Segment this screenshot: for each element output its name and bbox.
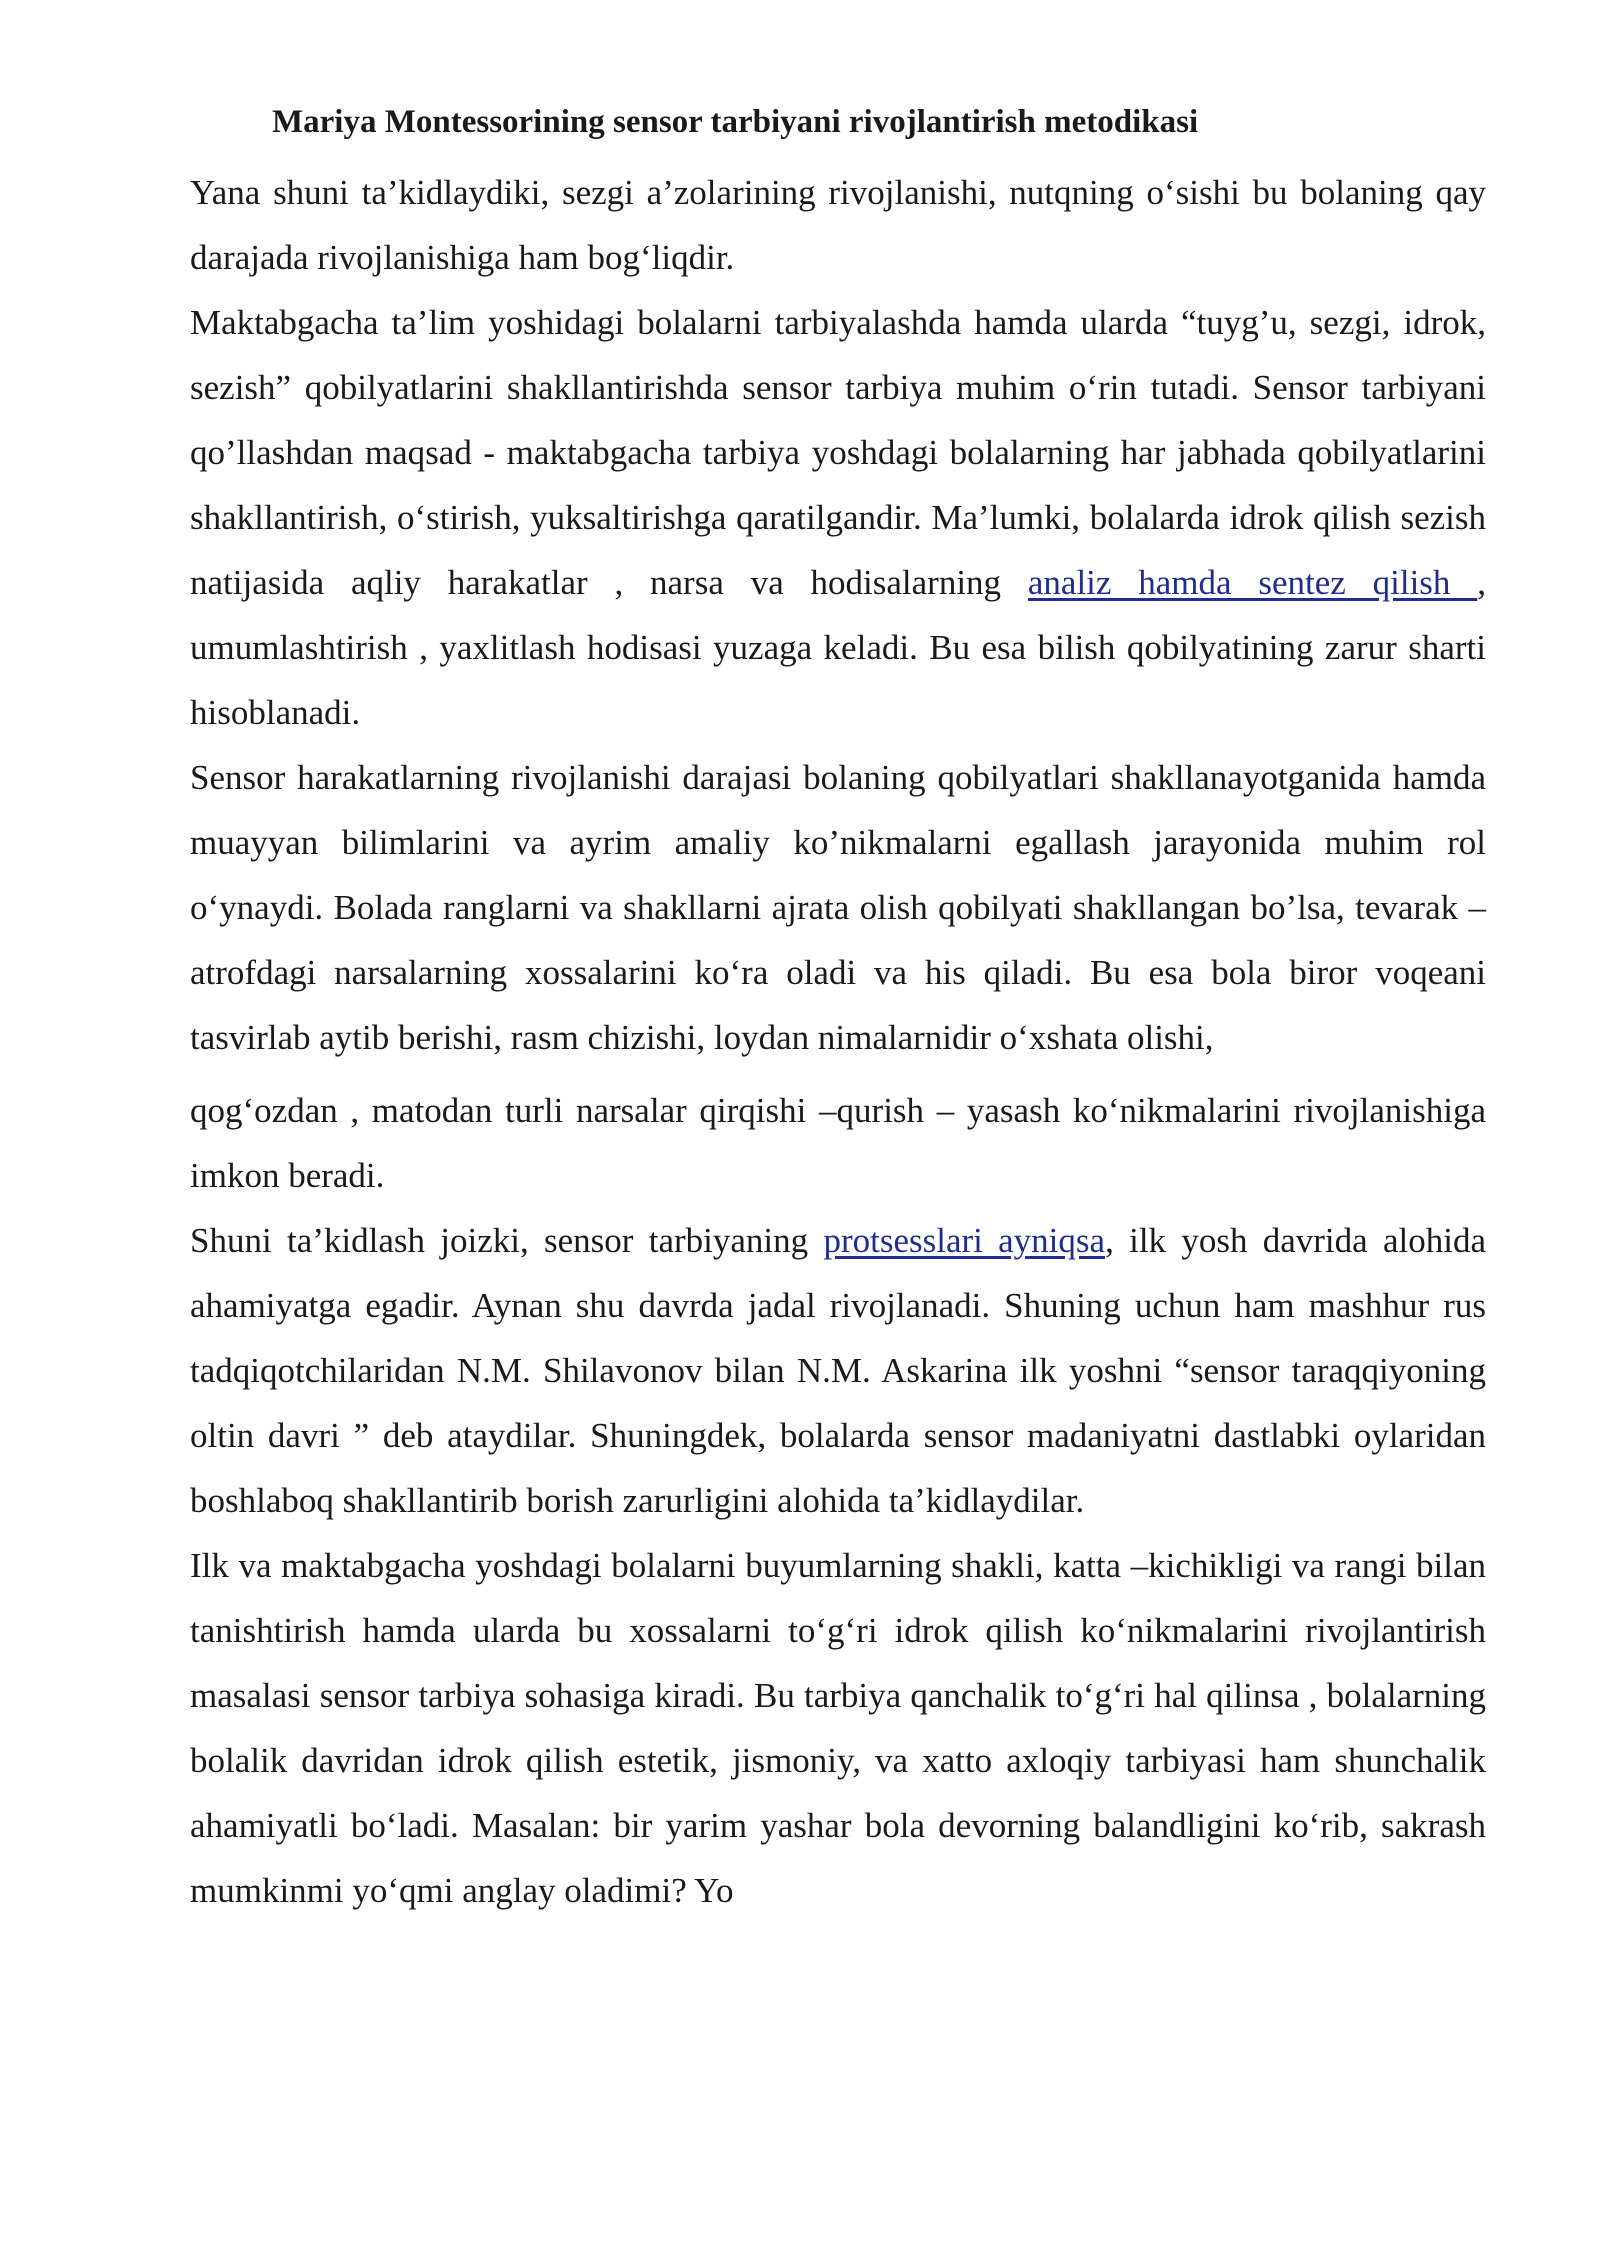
paragraph-2 bbox=[190, 290, 1486, 745]
paragraph-2-text-end: , umumlashtirish , yaxlitlash hodisasi yuzaga keladi. Bu esa bilish qobilyatining zarur sharti hisoblanadi. bbox=[190, 563, 1487, 732]
document-title: Mariya Montessorining sensor tarbiyani rivojlantirish metodikasi bbox=[272, 104, 1199, 140]
paragraph-1 bbox=[190, 160, 1486, 290]
paragraph-3 bbox=[190, 745, 1486, 1070]
paragraph-5-text-end: , ilk yosh davrida alohida ahamiyatga egadir. Aynan shu davrda jadal rivojlanadi. Shuning uchun ham mashhur rus tadqiqotchilaridan N.M. Shilavonov bilan N.M. Askarina ilk yoshni “sensor taraqqiyoning oltin davri ” deb ataydilar. Shuningdek, bolalarda sensor madaniyatni dastlabki oylaridan boshlaboq shakllantirib borish zarurligini alohida ta’kidlaydilar. bbox=[190, 1221, 1486, 1520]
paragraph-2-text-start: Maktabgacha ta’lim yoshidagi bolalarni tarbiyalashda hamda ularda “tuyg’u, sezgi, idrok, sezish” qobilyatlarini shakllantirishda sensor tarbiya muhim o‘rin tutadi. Sensor tarbiyani qo’llashdan maqsad - maktabgacha tarbiya yoshdagi bolalarning har jabhada qobilyatlarini shakllantirish, o‘stirish, yuksaltirishga qaratilgandir. Ma’lumki, bolalarda idrok qilish sezish natijasida aqliy harakatlar , narsa va hodisalarning bbox=[190, 303, 1486, 602]
paragraph-5-text-start: Shuni ta’kidlash joizki, sensor tarbiyaning bbox=[190, 1221, 824, 1260]
paragraph-4-text: qog‘ozdan , matodan turli narsalar qirqishi –qurish – yasash ko‘nikmalarini rivojlanishiga imkon beradi. bbox=[190, 1091, 1486, 1195]
paragraph-6-text: Ilk va maktabgacha yoshdagi bolalarni buyumlarning shakli, katta –kichikligi va rangi bilan tanishtirish hamda ularda bu xossalarni to‘g‘ri idrok qilish ko‘nikmalarini rivojlantirish masalasi sensor tarbiya sohasiga kiradi. Bu tarbiya qanchalik to‘g‘ri hal qilinsa , bolalarning bolalik davridan idrok qilish estetik, jismoniy, va xatto axloqiy tarbiyasi ham shunchalik ahamiyatli bo‘ladi. Masalan: bir yarim yashar bola devorning balandligini ko‘rib, sakrash mumkinmi yo‘qmi anglay oladimi? Yo bbox=[190, 1546, 1486, 1910]
paragraph-4 bbox=[190, 1078, 1486, 1208]
paragraph-6 bbox=[190, 1533, 1486, 1923]
protsesslari-link[interactable]: protsesslari ayniqsa bbox=[823, 1221, 1106, 1260]
document-page bbox=[190, 100, 1486, 1923]
paragraph-1-text: Yana shuni ta’kidlaydiki, sezgi a’zolarining rivojlanishi, nutqning o‘sishi bu bolaning qay darajada rivojlanishiga ham bog‘liqdir. bbox=[190, 173, 1486, 277]
analiz-sentez-link[interactable]: analiz hamda sentez qilish bbox=[1027, 563, 1478, 602]
paragraph-5 bbox=[190, 1208, 1486, 1533]
paragraph-3-text: Sensor harakatlarning rivojlanishi darajasi bolaning qobilyatlari shakllanayotganida hamda muayyan bilimlarini va ayrim amaliy ko’nikmalarni egallash jarayonida muhim rol o‘ynaydi. Bolada ranglarni va shakllarni ajrata olish qobilyati shakllangan bo’lsa, tevarak –atrofdagi narsalarning xossalarini ko‘ra oladi va his qiladi. Bu esa bola biror voqeani tasvirlab aytib berishi, rasm chizishi, loydan nimalarnidir o‘xshata olishi, bbox=[190, 758, 1486, 1057]
